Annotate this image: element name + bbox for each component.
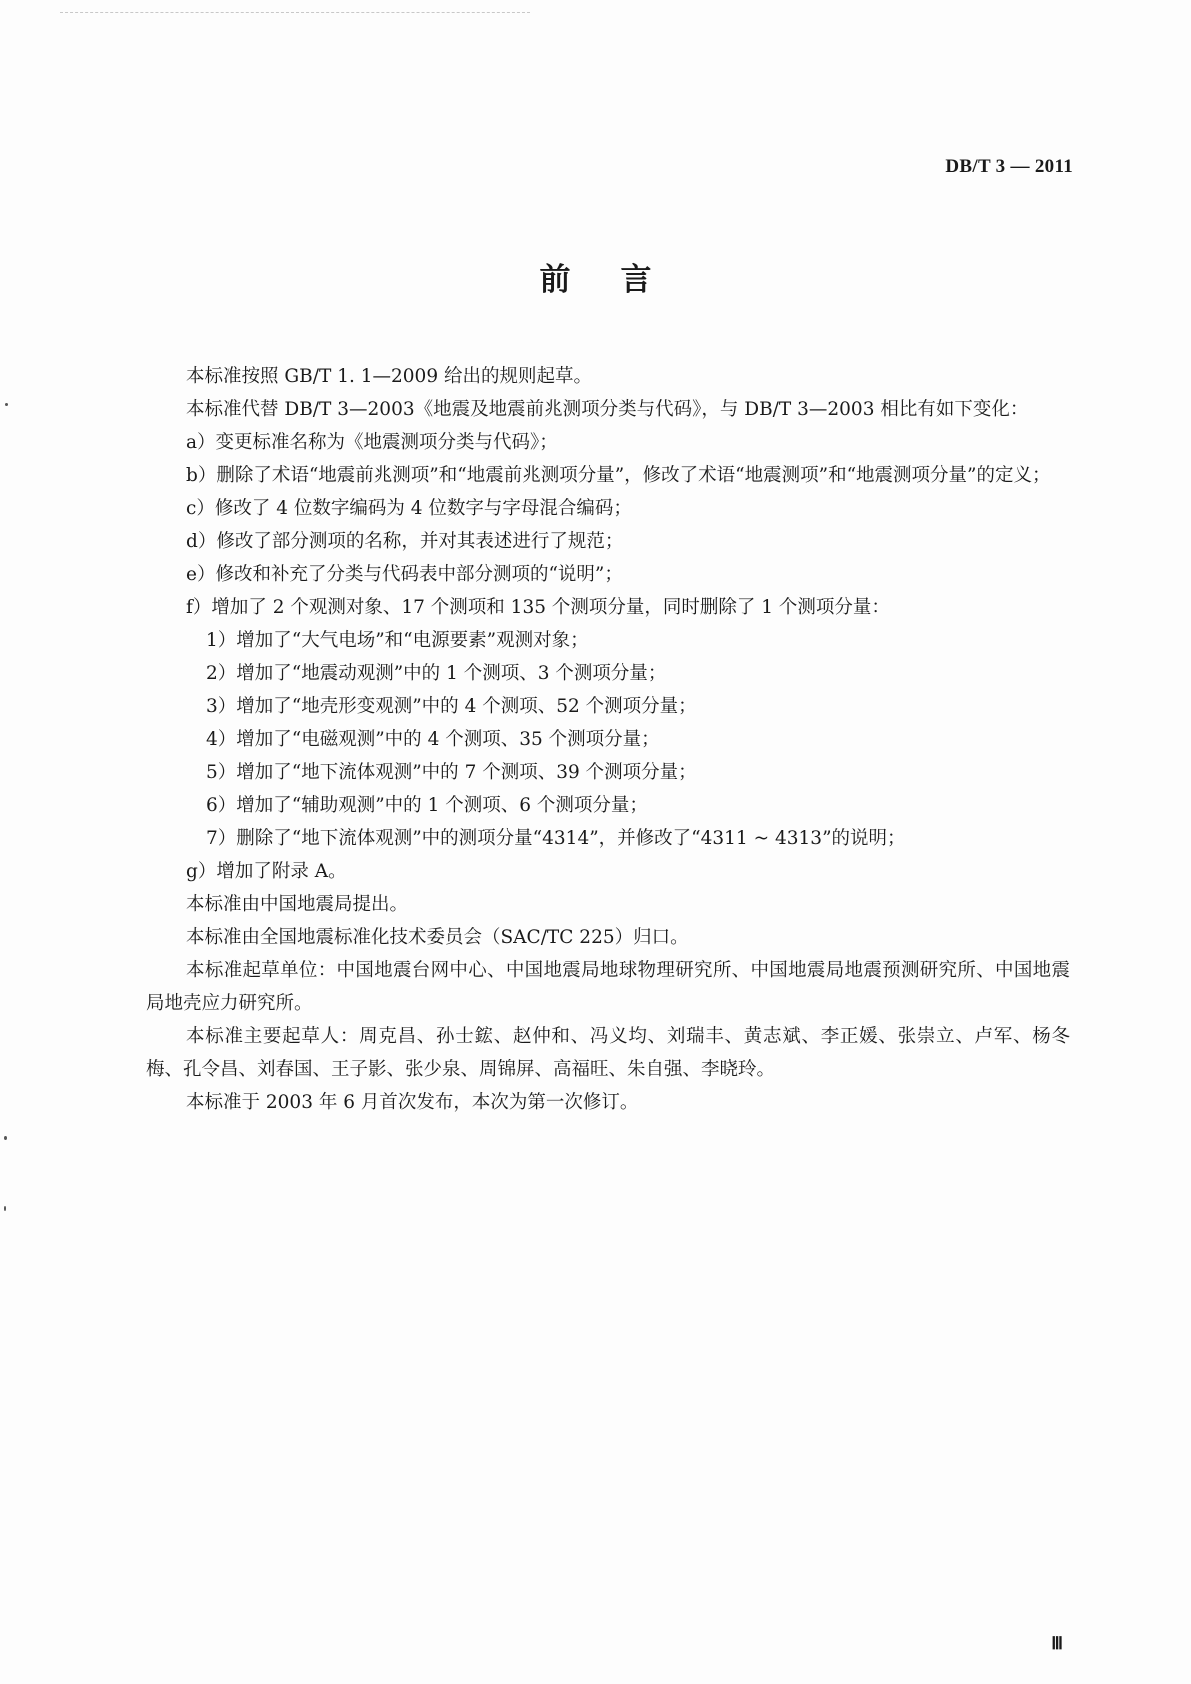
scan-speck (4, 1136, 7, 1140)
paragraph: 本标准主要起草人：周克昌、孙士鋐、赵仲和、冯义均、刘瑞丰、黄志斌、李正媛、张崇立、卢军、杨冬梅、孔令昌、刘春国、王子影、张少泉、周锦屏、高福旺、朱自强、李晓玲。 (146, 1026, 1070, 1080)
paragraph: 本标准代替 DB/T 3—2003《地震及地震前兆测项分类与代码》，与 DB/T 3—2003 相比有如下变化： (186, 399, 1029, 420)
document-code: DB/T 3 — 2011 (945, 156, 1073, 177)
paragraph: 本标准由中国地震局提出。 (186, 894, 409, 915)
list-item: d）修改了部分测项的名称，并对其表述进行了规范； (186, 531, 624, 552)
sub-list-item: 3）增加了“地壳形变观测”中的 4 个测项、52 个测项分量； (206, 696, 697, 717)
body-text (146, 360, 1070, 1119)
scan-artifact-line (60, 12, 530, 13)
paragraph: 本标准于 2003 年 6 月首次发布，本次为第一次修订。 (186, 1092, 639, 1113)
list-item: g）增加了附录 A。 (186, 861, 347, 882)
sub-list-item: 6）增加了“辅助观测”中的 1 个测项、6 个测项分量； (206, 795, 648, 816)
paragraph: 本标准起草单位：中国地震台网中心、中国地震局地球物理研究所、中国地震局地震预测研究所、中国地震局地壳应力研究所。 (146, 960, 1070, 1014)
paragraph: 本标准按照 GB/T 1. 1—2009 给出的规则起草。 (186, 366, 592, 387)
sub-list-item: 2）增加了“地震动观测”中的 1 个测项、3 个测项分量； (206, 663, 667, 684)
page-title: 前言 (539, 262, 702, 298)
page-number: Ⅲ (1051, 1634, 1063, 1653)
sub-list-item: 1）增加了“大气电场”和“电源要素”观测对象； (206, 630, 589, 651)
sub-list-item: 7）删除了“地下流体观测”中的测项分量“4314”，并修改了“4311 ~ 4313”的说明； (206, 828, 906, 849)
paragraph: 本标准由全国地震标准化技术委员会（SAC/TC 225）归口。 (186, 927, 689, 948)
list-item: a）变更标准名称为《地震测项分类与代码》； (186, 432, 558, 453)
list-item: e）修改和补充了分类与代码表中部分测项的“说明”； (186, 564, 623, 585)
scan-speck (5, 403, 8, 406)
scan-speck (4, 1206, 6, 1211)
list-item: c）修改了 4 位数字编码为 4 位数字与字母混合编码； (186, 498, 632, 519)
sub-list-item: 4）增加了“电磁观测”中的 4 个测项、35 个测项分量； (206, 729, 660, 750)
list-item: f）增加了 2 个观测对象、17 个测项和 135 个测项分量，同时删除了 1 个测项分量： (186, 597, 890, 618)
list-item: b）删除了术语“地震前兆测项”和“地震前兆测项分量”，修改了术语“地震测项”和“地震测项分量”的定义； (186, 465, 1051, 486)
sub-list-item: 5）增加了“地下流体观测”中的 7 个测项、39 个测项分量； (206, 762, 697, 783)
